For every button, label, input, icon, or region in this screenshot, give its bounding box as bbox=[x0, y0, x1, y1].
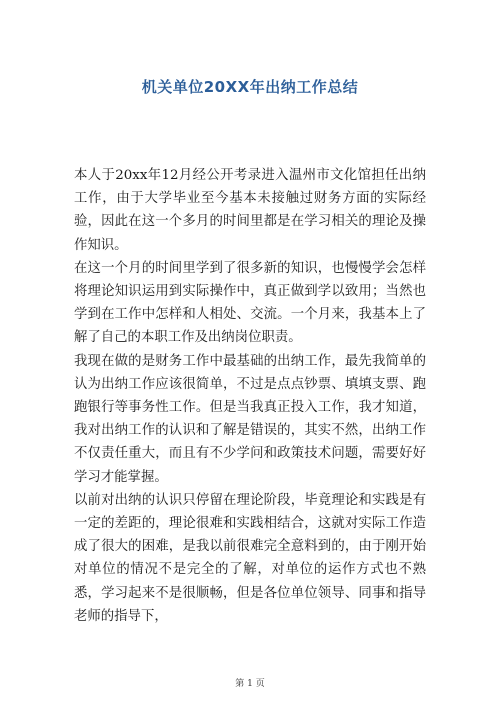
paragraph: 本人于20xx年12月经公开考录进入温州市文化馆担任出纳工作，由于大学毕业至今基本未接触过财务方面的实际经验，因此在这一个多月的时间里都是在学习相关的理论及操作知识。 bbox=[74, 168, 426, 253]
paragraph: 以前对出纳的认识只停留在理论阶段，毕竟理论和实践是有一定的差距的，理论很难和实践相结合，这就对实际工作造成了很大的困难，是我以前很难完全意料到的，由于刚开始对单位的情况不是完全的了解，对单位的运作方式也不熟悉，学习起来不是很顺畅，但是各位单位领导、同事和指导老师的指导下， bbox=[74, 492, 426, 624]
document-body bbox=[74, 164, 426, 628]
page-number: 第 1 页 bbox=[235, 679, 265, 689]
paragraph: 我现在做的是财务工作中最基础的出纳工作，最先我简单的认为出纳工作应该很简单，不过是点点钞票、填填支票、跑跑银行等事务性工作。但是当我真正投入工作，我才知道，我对出纳工作的认识和了解是错误的，其实不然，出纳工作不仅责任重大，而且有不少学问和政策技术问题，需要好好学习才能掌握。 bbox=[74, 353, 426, 485]
paragraph: 在这一个月的时间里学到了很多新的知识，也慢慢学会怎样将理论知识运用到实际操作中，真正做到学以致用；当然也学到在工作中怎样和人相处、交流。一个月来，我基本上了解了自己的本职工作及出纳岗位职责。 bbox=[74, 260, 426, 346]
document-title: 机关单位20XX年出纳工作总结 bbox=[141, 78, 359, 96]
